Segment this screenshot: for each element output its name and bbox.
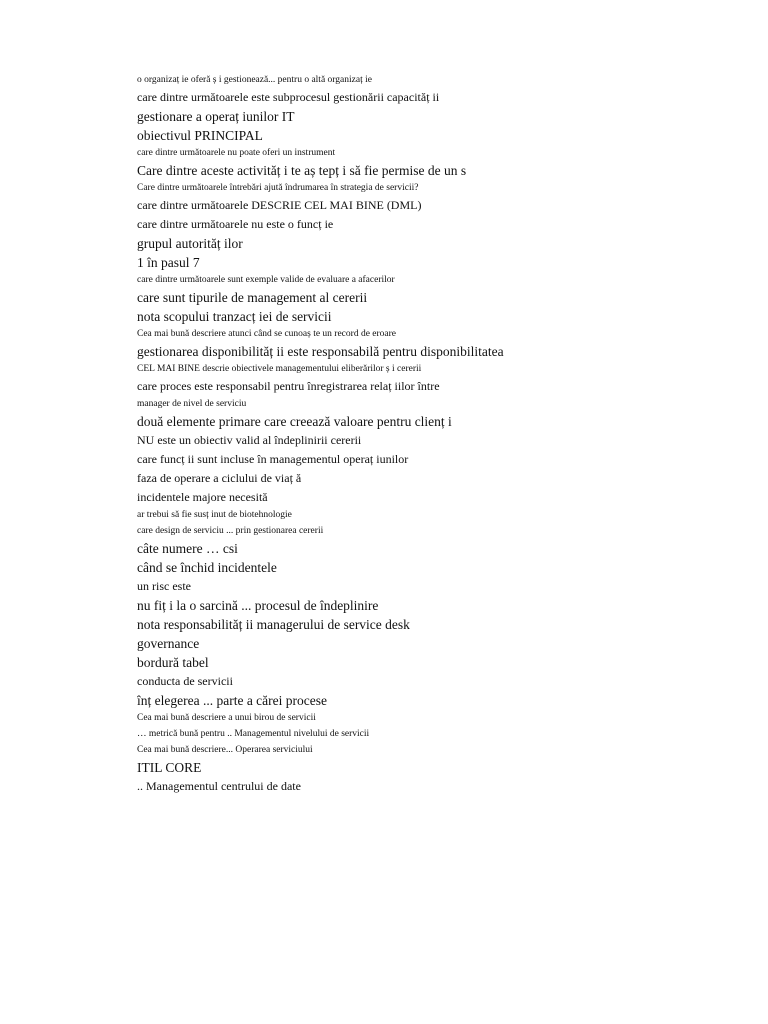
text-line: ar trebui să fie susț inut de biotehnologie (137, 510, 292, 520)
text-line: grupul autorităț ilor (137, 236, 243, 251)
text-line: care dintre următoarele nu poate oferi un instrument (137, 148, 336, 158)
text-line: obiectivul PRINCIPAL (137, 128, 263, 143)
text-line: Care dintre aceste activităț i te aș tepț i să fie permise de un s (137, 163, 467, 178)
text-line: care funcț ii sunt incluse în managementul operaț iunilor (137, 452, 409, 466)
text-line: nota responsabilităț ii managerului de service desk (137, 617, 410, 632)
text-line: Cea mai bună descriere atunci când se cunoaș te un record de eroare (137, 329, 397, 339)
text-line: … metrică bună pentru .. Managementul nivelului de servicii (137, 729, 370, 739)
text-line: care dintre următoarele este subprocesul gestionării capacităț ii (137, 90, 440, 104)
text-line: conducta de servicii (137, 674, 233, 688)
text-line: CEL MAI BINE descrie obiectivele managementului eliberărilor ș i cererii (137, 364, 422, 374)
text-line: governance (137, 636, 200, 651)
text-line: câte numere … csi (137, 541, 238, 556)
text-line: nota scopului tranzacț iei de servicii (137, 309, 332, 324)
text-line: două elemente primare care creează valoare pentru clienț i (137, 414, 452, 429)
text-line: care design de serviciu ... prin gestionarea cererii (137, 526, 324, 536)
text-line: gestionarea disponibilităț ii este responsabilă pentru disponibilitatea (137, 344, 504, 359)
text-line: gestionare a operaț iunilor IT (137, 109, 295, 124)
text-line: care dintre următoarele nu este o funcț ie (137, 217, 334, 231)
text-line: faza de operare a ciclului de viaț ă (137, 471, 302, 485)
text-line: .. Managementul centrului de date (137, 779, 301, 793)
text-line: NU este un obiectiv valid al îndeplinirii cererii (137, 433, 362, 447)
text-line: nu fiț i la o sarcină ... procesul de îndeplinire (137, 598, 379, 613)
text-line: Cea mai bună descriere... Operarea serviciului (137, 745, 313, 755)
text-line: când se închid incidentele (137, 560, 277, 575)
text-line: ITIL CORE (137, 760, 202, 775)
text-line: care dintre următoarele DESCRIE CEL MAI BINE (DML) (137, 198, 422, 212)
text-lines (137, 72, 737, 796)
text-line: o organizaț ie oferă ș i gestionează... pentru o altă organizaț ie (137, 75, 372, 85)
text-line: care sunt tipurile de management al cererii (137, 290, 368, 305)
text-line: 1 în pasul 7 (137, 255, 200, 270)
text-line: bordură tabel (137, 655, 209, 670)
text-line: care proces este responsabil pentru înregistrarea relaț iilor între (137, 379, 440, 393)
text-line: Care dintre următoarele întrebări ajută îndrumarea în strategia de servicii? (137, 183, 419, 193)
text-line: incidentele majore necesită (137, 490, 268, 504)
text-line: un risc este (137, 579, 191, 593)
text-line: care dintre următoarele sunt exemple valide de evaluare a afacerilor (137, 275, 395, 285)
text-line: înț elegerea ... parte a cărei procese (137, 693, 328, 708)
text-line: Cea mai bună descriere a unui birou de servicii (137, 713, 316, 723)
text-line: manager de nivel de serviciu (137, 399, 247, 409)
